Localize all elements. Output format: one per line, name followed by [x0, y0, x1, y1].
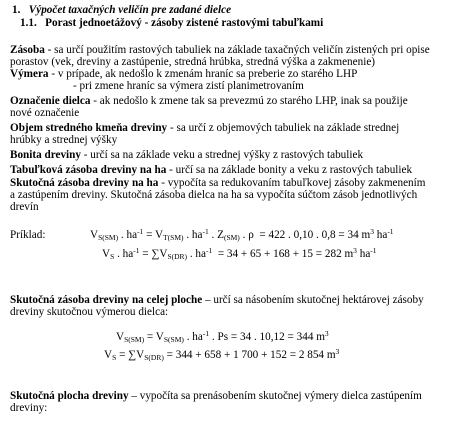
plocha-zasoba-text-2: dreviny skutočnou výmerou dielca: — [10, 306, 169, 318]
plocha-text-1: – vypočíta sa prenásobením skutočnej výmery dielca zastúpením — [128, 390, 422, 402]
plocha — [10, 390, 450, 402]
def-objem — [10, 122, 450, 134]
def-vymera-text-2: - pri zmene hraníc sa výmera zistí planimetrovaním — [73, 80, 304, 92]
def-skutocna-label: Skutočná zásoba dreviny na ha — [10, 177, 159, 189]
def-skutocna-text-1: - vypočíta sa redukovaním tabuľkovej zásoby zakmenením — [158, 177, 426, 189]
plocha-equation-1-result: . Ps = 34 . 10,12 = 344 m — [211, 331, 325, 343]
heading-1-number: 1. — [12, 4, 21, 16]
def-zasoba — [10, 44, 450, 56]
example-equation-1-result: = 422 . 0,10 . 0,8 = 34 m — [259, 229, 371, 241]
plocha-zasoba-label: Skutočná zásoba dreviny na celej ploche — [10, 294, 203, 306]
def-oznacenie-label: Označenie dielca — [10, 95, 91, 107]
plocha-equation-1: $V_{S(SM)} = V_{S(SM)}$ . $ha^{-1}$ . Ps = 34 . 10,12 = 344 $m^3$ — [116, 329, 329, 344]
def-oznacenie — [10, 95, 450, 107]
heading-1 — [12, 4, 450, 16]
def-bonita-label: Bonita dreviny — [10, 149, 81, 161]
def-oznacenie-text-1: - ak nedošlo k zmene tak sa prevezmú zo starého LHP, inak sa použije — [90, 95, 408, 107]
plocha-text-2: dreviny: — [10, 402, 48, 414]
def-objem-label: Objem stredného kmeňa dreviny — [10, 122, 168, 134]
example-equation-2-result: = 34 + 65 + 168 + 15 = 282 m — [217, 248, 354, 260]
example-equation-1: $V_{S(SM)}$ . $ha^{-1} = V_{T(SM)}$ . $ha^{-1}$ . $Z_{(SM)}$ . ρ = 422 . 0,10 . 0,8 = 34 $m^3$ $ha^{-1}$ — [90, 227, 394, 242]
def-oznacenie-text-2: nové označenie — [10, 107, 80, 119]
example-equation-2: $V_S$ . $ha^{-1} = \sum V_{S(DR)}$ . $ha^{-1} = 34 + 65 + 168 + 15 = 282$ $m^3$ $ha^{-1}$ — [102, 246, 377, 261]
def-objem-text-1: - sa určí z objemových tabuliek na základe strednej — [167, 122, 400, 134]
example-label: Príklad: — [10, 229, 46, 241]
def-bonita — [10, 149, 450, 161]
plocha-zasoba — [10, 294, 450, 306]
heading-1-text: Výpočet taxačných veličín pre zadané dielce — [28, 4, 232, 16]
def-zasoba-text-2: porastov (vek, dreviny a zastúpenie, stredná hrúbka, stredná výška a zakmenenie) — [10, 56, 376, 68]
def-objem-text-2: hrúbky a strednej výšky — [10, 134, 118, 146]
def-skutocna — [10, 177, 450, 189]
def-skutocna-text-3: drevín — [10, 201, 39, 213]
def-zasoba-label: Zásoba — [10, 44, 45, 56]
plocha-label: Skutočná plocha dreviny — [10, 390, 129, 402]
heading-2-number: 1.1. — [20, 17, 37, 29]
def-zasoba-text-1: - sa určí použitím rastových tabuliek na základe taxačných veličín zistených pri opise — [44, 44, 430, 56]
def-tabulkova-text: - určí sa na základe bonity a veku z rastových tabuliek — [166, 164, 413, 176]
plocha-zasoba-text-1: – určí sa násobením skutočnej hektárovej zásoby — [202, 294, 424, 306]
def-vymera-text-1: - v prípade, ak nedošlo k zmenám hraníc sa preberie zo starého LHP — [48, 68, 358, 80]
def-vymera — [10, 68, 450, 80]
plocha-equation-2-result: = 344 + 658 + 1 700 + 152 = 2 854 m — [166, 349, 336, 361]
heading-2 — [20, 17, 450, 29]
def-tabulkova-label: Tabuľková zásoba dreviny na ha — [10, 164, 167, 176]
def-bonita-text: - určí sa na základe veku a strednej výšky z rastových tabuliek — [80, 149, 364, 161]
def-vymera-label: Výmera — [10, 68, 49, 80]
def-skutocna-text-2: a zastúpením dreviny. Skutočná zásoba dielca na ha sa vypočíta súčtom zásob jednotlivých — [10, 189, 418, 201]
plocha-equation-2: $V_S = \sum V_{S(DR)} = 344 + 658 + 1$ 700 + 152 = 2 854 $m^3$ — [104, 347, 340, 362]
heading-2-rest: - zásoby zistené rastovými tabuľkami — [141, 17, 324, 29]
def-tabulkova — [10, 164, 450, 176]
heading-2-bold: Porast jednoetážový — [45, 17, 142, 29]
